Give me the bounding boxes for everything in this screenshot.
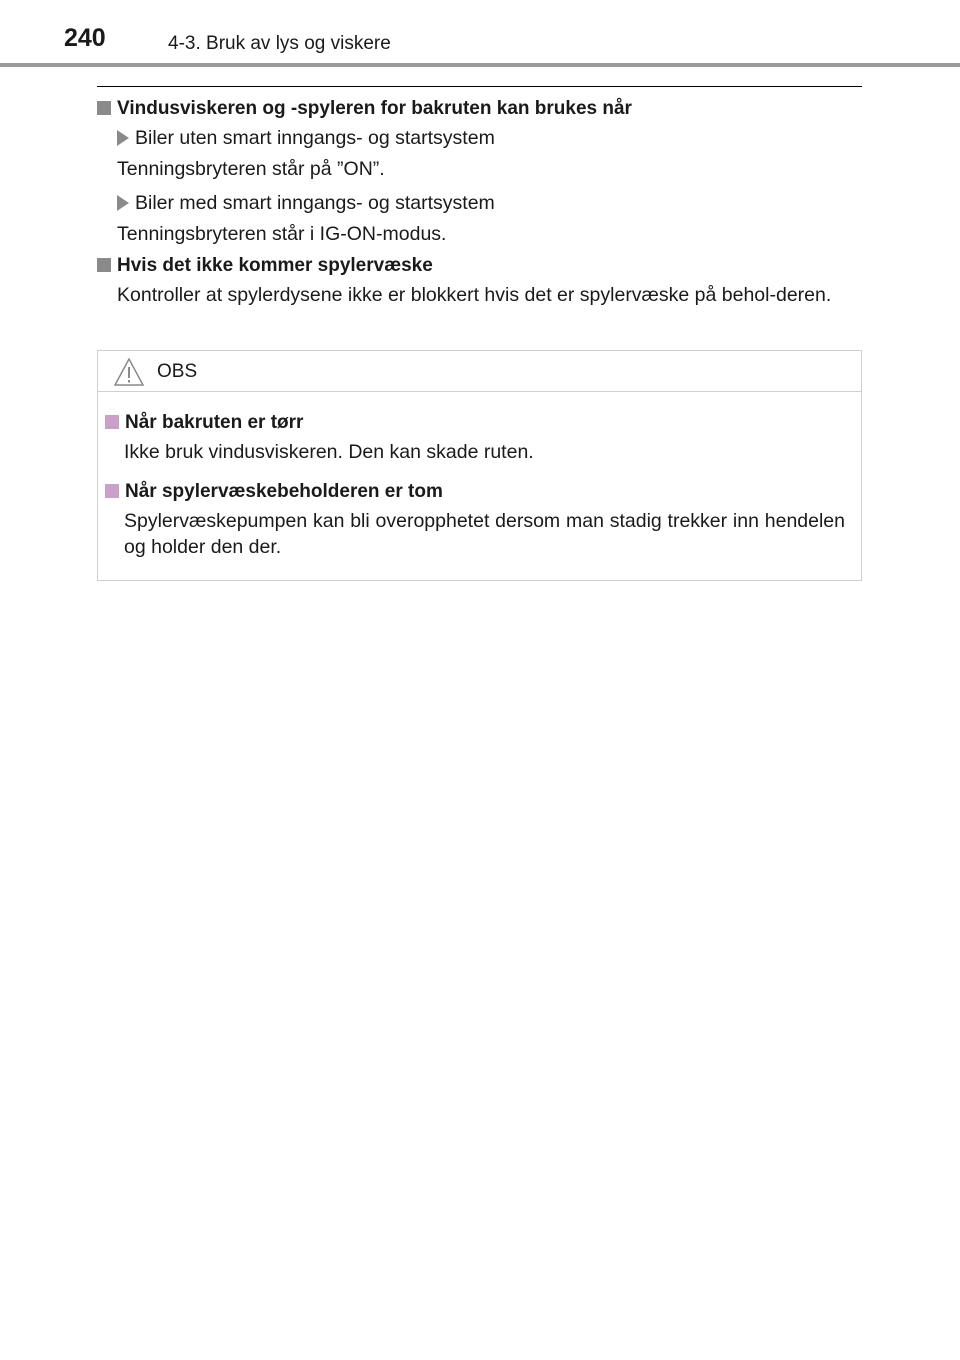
sub-item-label: Biler med smart inngangs- og startsystem bbox=[135, 192, 495, 214]
caution-box bbox=[97, 350, 862, 581]
caution-heading-text: Når bakruten er tørr bbox=[125, 412, 304, 433]
page-number: 240 bbox=[64, 24, 106, 52]
square-bullet-icon bbox=[105, 484, 119, 498]
paragraph: Kontroller at spylerdysene ikke er blokkert hvis det er spylervæske på behol-deren. bbox=[117, 284, 832, 306]
caution-paragraph: Ikke bruk vindusviskeren. Den kan skade ruten. bbox=[124, 441, 534, 463]
warning-triangle-icon bbox=[114, 358, 144, 386]
caution-heading-text: Når spylervæskebeholderen er tom bbox=[125, 481, 443, 502]
section-heading-no-fluid bbox=[97, 253, 862, 279]
section-heading-text: Vindusviskeren og -spyleren for bakruten kan brukes når bbox=[117, 98, 632, 119]
section-heading-rear-wiper bbox=[97, 96, 862, 122]
sub-item-label: Biler uten smart inngangs- og startsystem bbox=[135, 127, 495, 149]
caution-label: OBS bbox=[157, 361, 198, 382]
caution-item-heading bbox=[105, 410, 845, 436]
sub-item-with-smart-entry bbox=[97, 190, 862, 216]
triangle-bullet-icon bbox=[117, 130, 129, 146]
caution-header bbox=[98, 351, 861, 392]
section-heading-text: Hvis det ikke kommer spylervæske bbox=[117, 255, 433, 276]
paragraph: Tenningsbryteren står på ”ON”. bbox=[117, 158, 385, 180]
square-bullet-icon bbox=[97, 258, 111, 272]
main-content bbox=[97, 96, 862, 308]
square-bullet-icon bbox=[105, 415, 119, 429]
page-header bbox=[0, 0, 960, 70]
section-title: 4-3. Bruk av lys og viskere bbox=[168, 33, 391, 54]
header-rule bbox=[0, 63, 960, 67]
caution-item-heading bbox=[105, 479, 845, 505]
triangle-bullet-icon bbox=[117, 195, 129, 211]
paragraph: Tenningsbryteren står i IG-ON-modus. bbox=[117, 223, 447, 245]
caution-paragraph: Spylervæskepumpen kan bli overopphetet dersom man stadig trekker inn hendelen og holder den der. bbox=[124, 510, 845, 558]
square-bullet-icon bbox=[97, 101, 111, 115]
sub-item-without-smart-entry bbox=[97, 125, 862, 151]
content-top-rule bbox=[97, 86, 862, 87]
caution-body bbox=[98, 392, 861, 560]
